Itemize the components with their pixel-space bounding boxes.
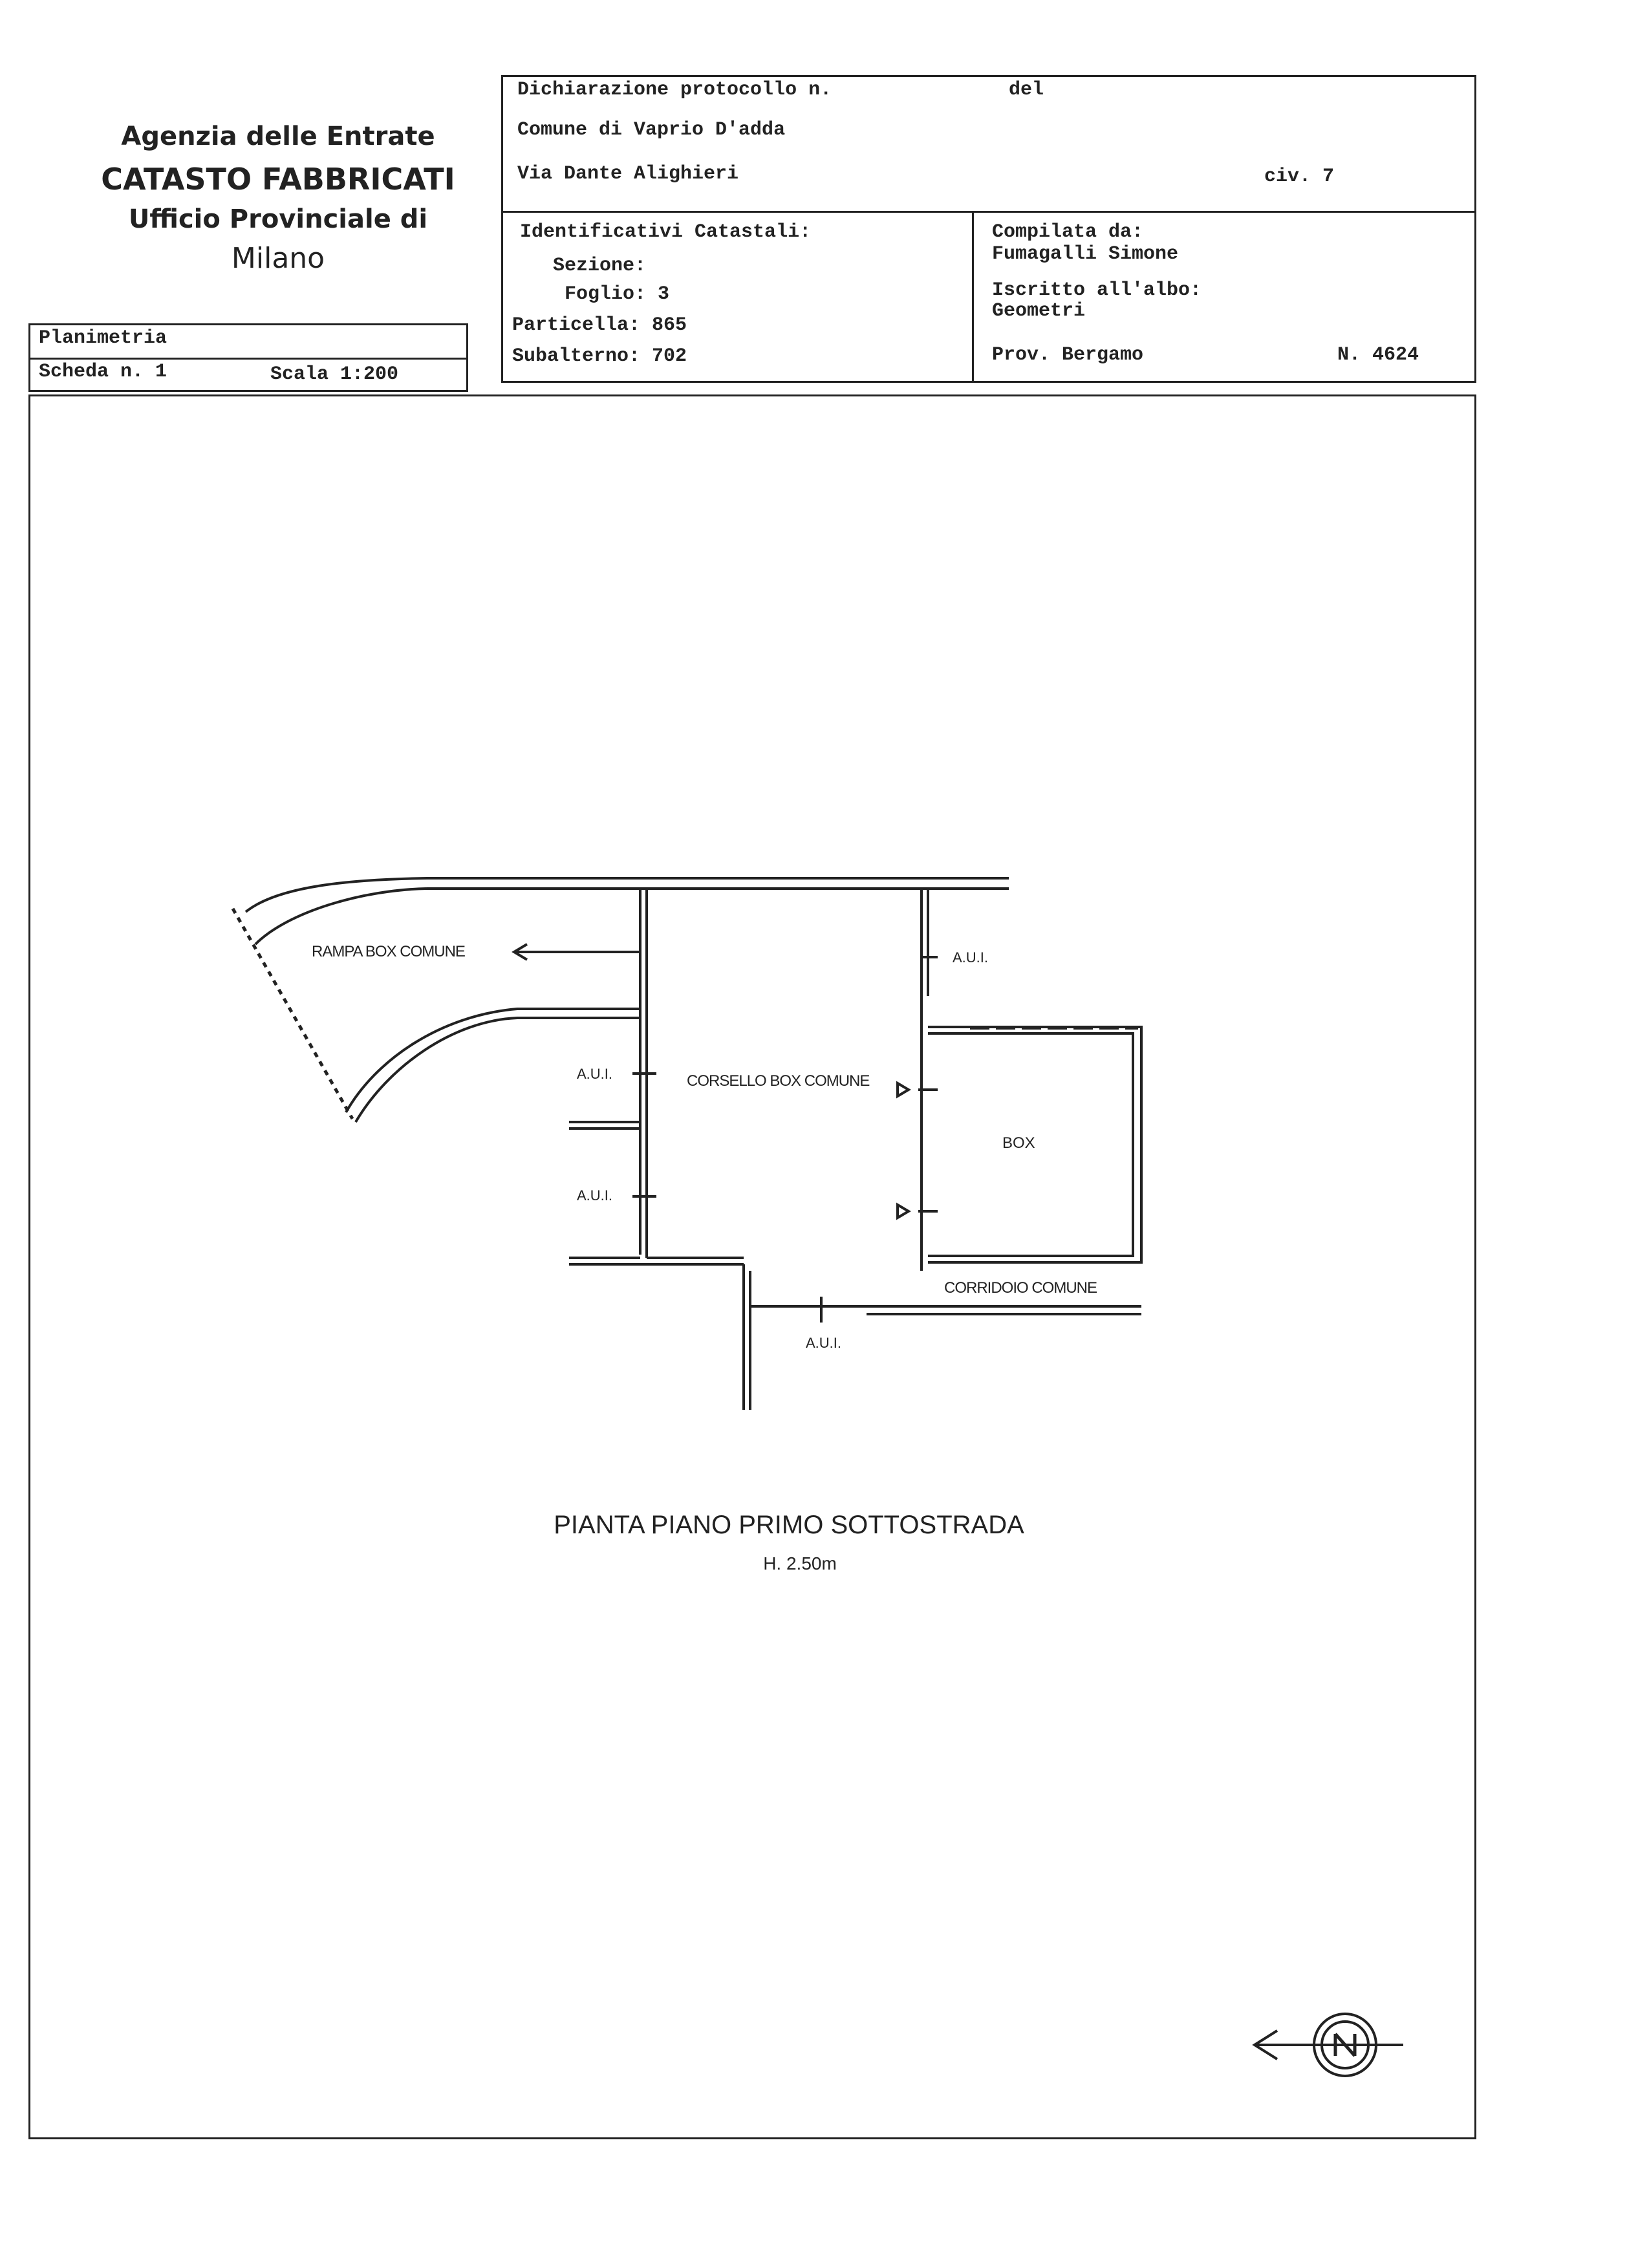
plan-height: H. 2.50m — [763, 1553, 837, 1573]
province-registry: Prov. Bergamo — [992, 344, 1144, 366]
iscritto-label: Iscritto all'albo: — [992, 279, 1202, 301]
compiler-name: Fumagalli Simone — [992, 243, 1179, 265]
box-door-marker-2 — [898, 1205, 909, 1218]
particella-label: Particella: 865 — [512, 314, 687, 336]
compilata-label: Compilata da: — [992, 221, 1144, 243]
civic-number: civ. 7 — [1264, 166, 1335, 188]
ufficio-label: Ufficio Provinciale di — [128, 204, 428, 234]
rampa-label: RAMPA BOX COMUNE — [312, 943, 465, 960]
registry-number: N. 4624 — [1337, 344, 1419, 366]
comune-label: Comune di Vaprio D'adda — [517, 119, 786, 141]
aui-label-3: A.U.I. — [577, 1187, 613, 1204]
province-name: Milano — [231, 242, 325, 275]
scheda-number: Scheda n. 1 — [39, 361, 167, 383]
aui-label-1: A.U.I. — [953, 949, 989, 966]
ramp-outer-curve-2 — [255, 889, 427, 944]
ramp-inner-curve — [346, 1009, 640, 1112]
aui-label-2: A.U.I. — [577, 1066, 613, 1082]
box-label: BOX — [1002, 1134, 1035, 1152]
protocollo-label: Dichiarazione protocollo n. — [517, 79, 832, 101]
planimetria-title: Planimetria — [39, 327, 167, 349]
plan-title: PIANTA PIANO PRIMO SOTTOSTRADA — [554, 1511, 1024, 1539]
albo-value: Geometri — [992, 300, 1086, 322]
box-door-marker-1 — [898, 1083, 909, 1096]
address-label: Via Dante Alighieri — [517, 163, 739, 185]
rampa-arrow — [514, 944, 640, 960]
aui-label-4: A.U.I. — [806, 1335, 842, 1351]
agency-name: Agenzia delle Entrate — [121, 122, 435, 151]
ramp-dashed-line — [233, 909, 352, 1119]
catasto-title: CATASTO FABBRICATI — [101, 162, 455, 197]
north-compass — [1255, 2014, 1403, 2076]
foglio-label: Foglio: 3 — [565, 283, 670, 305]
corsello-label: CORSELLO BOX COMUNE — [687, 1072, 870, 1090]
del-label: del — [1009, 79, 1044, 101]
sezione-label: Sezione: — [553, 255, 647, 277]
scale-value: Scala 1:200 — [270, 363, 399, 385]
identificativi-title: Identificativi Catastali: — [520, 221, 812, 243]
corridoio-label: CORRIDOIO COMUNE — [944, 1279, 1097, 1297]
ramp-outer-curve — [246, 878, 1009, 912]
subalterno-label: Subalterno: 702 — [512, 345, 687, 367]
